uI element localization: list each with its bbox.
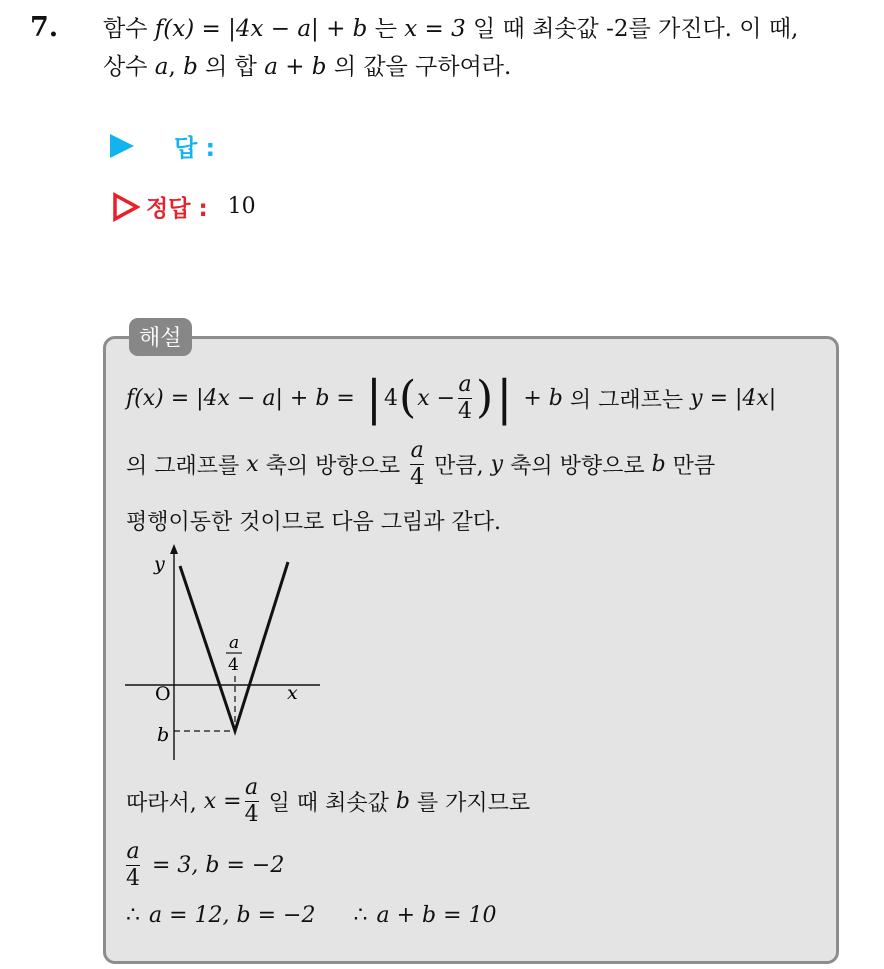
- l1-frac-den: 4: [458, 398, 473, 424]
- y-axis-arrow: [170, 544, 178, 554]
- therefore-symbol-1: ∴: [126, 902, 140, 928]
- l1-plus-b: + b: [523, 385, 563, 411]
- l2-frac-den: 4: [410, 464, 425, 490]
- explanation-line-5: [126, 836, 284, 894]
- l4-fraction: [245, 776, 259, 825]
- l1-y-function: y = |4x|: [690, 385, 777, 411]
- answer-label: 답 :: [174, 134, 216, 162]
- question-number: 7.: [30, 12, 59, 43]
- explanation-line-6: [126, 900, 497, 930]
- l2-x: x: [246, 451, 259, 477]
- l2-y: y: [490, 451, 504, 477]
- explanation-line-4: [126, 772, 530, 830]
- paren-left: (: [399, 372, 417, 423]
- l4-b: b: [395, 788, 410, 814]
- l4-text-1: 따라서,: [126, 790, 204, 816]
- l4-frac-den: 4: [244, 801, 259, 827]
- q2-sep: ,: [168, 54, 184, 80]
- explanation-tab: 해설: [129, 318, 192, 356]
- l2-text-3: 만큼,: [427, 453, 491, 479]
- graph-b-label: b: [157, 724, 170, 746]
- l4-frac-num: a: [245, 775, 259, 801]
- l5-frac-den: 4: [126, 865, 140, 891]
- therefore-symbol-2: ∴: [353, 902, 368, 928]
- q2-text-2: 의 합: [197, 54, 265, 80]
- q2-sum: a + b: [264, 54, 327, 80]
- l6-part-2: a + b = 10: [376, 902, 497, 928]
- l6-part-1: a = 12, b = −2: [149, 902, 316, 928]
- l2-text-1: 의 그래프를: [126, 453, 247, 479]
- q1-function: f(x) = |4x − a| + b: [154, 16, 368, 42]
- l2-text-4: 축의 방향으로: [503, 453, 652, 479]
- l2-b: b: [651, 451, 666, 477]
- l2-fraction: [410, 439, 424, 488]
- explanation-line-1: [126, 368, 776, 428]
- l1-fraction: [458, 373, 472, 422]
- question-text: [103, 10, 873, 86]
- q1-condition: x = 3: [404, 16, 466, 42]
- l5-rest: = 3, b = −2: [152, 852, 285, 878]
- l1-x-minus: x −: [417, 385, 456, 411]
- graph-y-label: y: [154, 553, 165, 575]
- graph-origin-label: O: [155, 683, 171, 705]
- l2-frac-num: a: [410, 438, 424, 464]
- q1-text-1: 함수: [103, 16, 155, 42]
- graph-frac-den: 4: [228, 655, 239, 675]
- l1-function: f(x) = |4x − a| + b =: [126, 385, 355, 411]
- q1-text-3: 일 때 최솟값 -2를 가진다. 이 때,: [465, 16, 799, 42]
- question-line-1: [103, 10, 873, 48]
- l5-fraction: [126, 840, 140, 889]
- correct-answer-row: [112, 190, 256, 223]
- l5-frac-num: a: [126, 839, 140, 865]
- q1-text-2: 는: [367, 16, 405, 42]
- paren-right: ): [476, 372, 494, 423]
- l4-text-2: 일 때 최솟값: [261, 790, 396, 816]
- l2-text-2: 축의 방향으로: [258, 453, 408, 479]
- l2-text-5: 만큼: [665, 453, 716, 479]
- q2-b: b: [183, 54, 198, 80]
- q2-text-1: 상수: [103, 54, 155, 80]
- correct-answer-label: 정답 :: [146, 196, 208, 222]
- l1-four: 4: [384, 385, 399, 411]
- l1-frac-num: a: [458, 372, 472, 398]
- graph-x-label: x: [287, 682, 298, 704]
- answer-row: [110, 128, 215, 163]
- absolute-value-graph: [120, 542, 320, 767]
- l4-text-3: 를 가지므로: [409, 790, 531, 816]
- q2-a: a: [154, 54, 169, 80]
- question-line-2: [103, 48, 873, 86]
- q2-text-3: 의 값을 구하여라.: [326, 54, 512, 80]
- explanation-line-2: [126, 436, 715, 492]
- abs-bar-right: |: [496, 370, 513, 426]
- play-icon: [110, 134, 134, 158]
- correct-answer-value: 10: [227, 194, 256, 219]
- explanation-line-3: 평행이동한 것이므로 다음 그림과 같다.: [126, 509, 501, 535]
- hollow-triangle-icon: [112, 192, 140, 222]
- graph-frac-num: a: [229, 633, 240, 653]
- l1-text: 의 그래프는: [562, 387, 691, 413]
- abs-bar-left: |: [365, 370, 383, 426]
- l4-x: x =: [203, 788, 242, 814]
